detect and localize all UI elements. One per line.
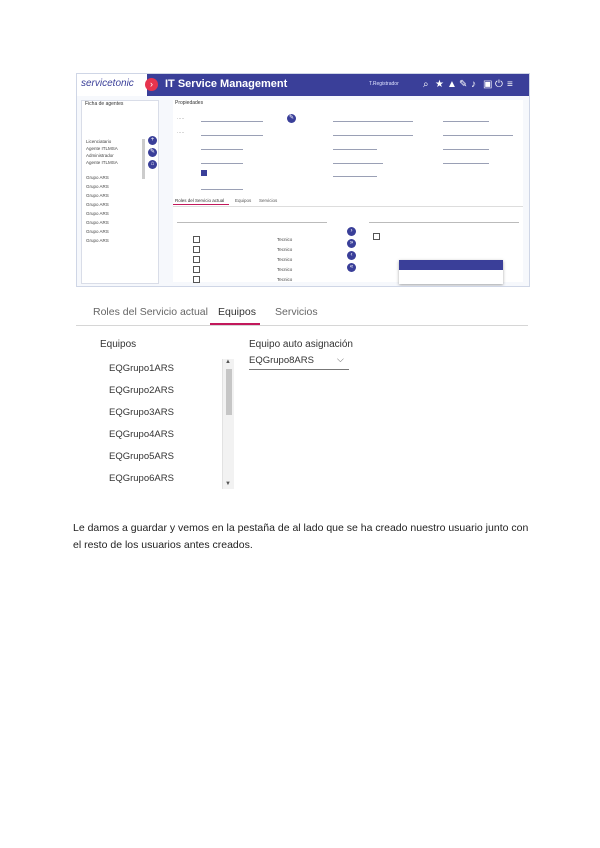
team-list-scrollbar[interactable] xyxy=(222,359,234,489)
edit-icon[interactable]: ✎ xyxy=(288,115,295,121)
edit-icon[interactable]: ✎ xyxy=(149,149,156,155)
team-list-item[interactable]: EQGrupo3ARS xyxy=(109,407,174,418)
field-select[interactable] xyxy=(443,157,489,164)
equipos-column-header: Equipos xyxy=(100,339,137,350)
chevron-down-icon: ⌵ xyxy=(337,354,344,364)
tree-item[interactable]: Administrador xyxy=(86,153,114,158)
screenshot-overview xyxy=(76,73,530,287)
row-checkbox[interactable] xyxy=(373,233,380,240)
power-icon[interactable]: ⏻ xyxy=(495,79,503,90)
floating-panel-header xyxy=(399,260,503,270)
table-cell: Tecnico xyxy=(277,247,293,252)
user-label[interactable]: T.Registrador xyxy=(369,81,399,87)
alert-icon[interactable]: ▲ xyxy=(447,79,457,90)
auto-assign-value: EQGrupo8ARS xyxy=(249,355,314,366)
row-checkbox[interactable] xyxy=(193,266,200,273)
tab-equipos[interactable]: Equipos xyxy=(218,306,256,318)
panel-scrollbar[interactable] xyxy=(142,139,145,179)
tab-underline-mini xyxy=(173,204,229,205)
star-icon[interactable]: ★ xyxy=(435,79,444,90)
scroll-up-icon[interactable]: ▲ xyxy=(225,359,231,365)
field-label: ····· xyxy=(177,116,185,121)
tab-divider-mini xyxy=(173,206,523,207)
field-select[interactable] xyxy=(443,143,489,150)
field-input[interactable] xyxy=(333,129,413,136)
table-header-line xyxy=(177,222,327,223)
section-title: Propiedades xyxy=(175,100,204,106)
table-cell: Tecnico xyxy=(277,237,293,242)
agents-panel xyxy=(81,100,159,284)
move-left-icon[interactable]: ‹ xyxy=(347,251,356,260)
body-paragraph: Le damos a guardar y vemos en la pestaña de al lado que se ha creado nuestro usuario junto con el resto de los usuarios antes creados. xyxy=(73,522,529,551)
table-cell: Tecnico xyxy=(277,257,293,262)
row-checkbox[interactable] xyxy=(193,236,200,243)
table-cell: Tecnico xyxy=(277,267,293,272)
tree-item[interactable]: Grupo ARS xyxy=(86,229,109,234)
scroll-down-icon[interactable]: ▼ xyxy=(225,481,231,487)
logo xyxy=(77,74,147,96)
logo-toggle-icon[interactable]: › xyxy=(145,78,158,91)
table-header-line xyxy=(369,222,519,223)
auto-assign-select[interactable] xyxy=(249,354,349,370)
tree-item[interactable]: Grupo ARS xyxy=(86,211,109,216)
logo-text: servicetonic xyxy=(81,78,134,89)
field-input[interactable] xyxy=(333,157,383,164)
tree-item[interactable]: Grupo ARS xyxy=(86,238,109,243)
briefcase-icon[interactable]: ▣ xyxy=(483,79,493,90)
agents-panel-title: Ficha de agentes xyxy=(85,101,124,107)
equipos-tab-screenshot xyxy=(76,297,528,497)
agent-form xyxy=(173,100,523,282)
tab-roles[interactable]: Roles del Servicio actual xyxy=(93,306,208,318)
top-bar xyxy=(77,74,529,96)
field-select[interactable] xyxy=(333,170,377,177)
tree-item[interactable]: Licenciatario xyxy=(86,139,112,144)
tab-servicios-mini[interactable]: Servicios xyxy=(259,198,278,203)
home-icon[interactable]: ⌂ xyxy=(148,160,157,169)
scrollbar-thumb[interactable] xyxy=(226,369,232,415)
field-select[interactable] xyxy=(333,143,377,150)
wrench-icon[interactable]: ✎ xyxy=(459,79,468,90)
tab-servicios[interactable]: Servicios xyxy=(275,306,318,318)
table-cell: Tecnico xyxy=(277,277,293,282)
tree-item[interactable]: Grupo ARS xyxy=(86,202,109,207)
field-select[interactable] xyxy=(201,157,243,164)
field-input[interactable] xyxy=(201,115,263,122)
floating-panel xyxy=(399,260,503,284)
row-checkbox[interactable] xyxy=(193,246,200,253)
field-label: ····· xyxy=(177,130,185,135)
search-icon[interactable]: ⌕ xyxy=(423,79,429,90)
auto-assign-label: Equipo auto asignación xyxy=(249,339,353,350)
app-title: IT Service Management xyxy=(165,78,288,90)
move-all-right-icon[interactable]: » xyxy=(347,239,356,248)
menu-icon[interactable]: ≡ xyxy=(507,79,513,90)
add-icon[interactable]: + xyxy=(148,136,157,145)
team-list-item[interactable]: EQGrupo1ARS xyxy=(109,363,174,374)
tree-item[interactable]: Grupo ARS xyxy=(86,193,109,198)
tab-roles-mini[interactable]: Roles del Servicio actual xyxy=(175,198,225,203)
row-checkbox[interactable] xyxy=(193,256,200,263)
tree-item[interactable]: Grupo ARS xyxy=(86,220,109,225)
field-input[interactable] xyxy=(201,129,263,136)
move-right-icon[interactable]: › xyxy=(347,227,356,236)
team-list-item[interactable]: EQGrupo2ARS xyxy=(109,385,174,396)
tree-item[interactable]: Grupo ARS xyxy=(86,184,109,189)
field-select[interactable] xyxy=(201,143,243,150)
team-list-item[interactable]: EQGrupo5ARS xyxy=(109,451,174,462)
field-select[interactable] xyxy=(201,183,243,190)
tab-equipos-mini[interactable]: Equipos xyxy=(235,198,252,203)
row-checkbox[interactable] xyxy=(193,276,200,283)
tab-divider xyxy=(76,325,528,326)
field-input[interactable] xyxy=(443,129,513,136)
bell-icon[interactable]: ♪ xyxy=(471,79,476,90)
field-select[interactable] xyxy=(443,115,489,122)
team-list-item[interactable]: EQGrupo4ARS xyxy=(109,429,174,440)
field-input[interactable] xyxy=(333,115,413,122)
team-list-item[interactable]: EQGrupo6ARS xyxy=(109,473,174,484)
tree-item[interactable]: Agente ITLMSA xyxy=(86,146,118,151)
tree-item[interactable]: Grupo ARS xyxy=(86,175,109,180)
tree-item[interactable]: Agente ITLMSA xyxy=(86,160,118,165)
checkbox[interactable] xyxy=(201,170,207,176)
move-all-left-icon[interactable]: « xyxy=(347,263,356,272)
